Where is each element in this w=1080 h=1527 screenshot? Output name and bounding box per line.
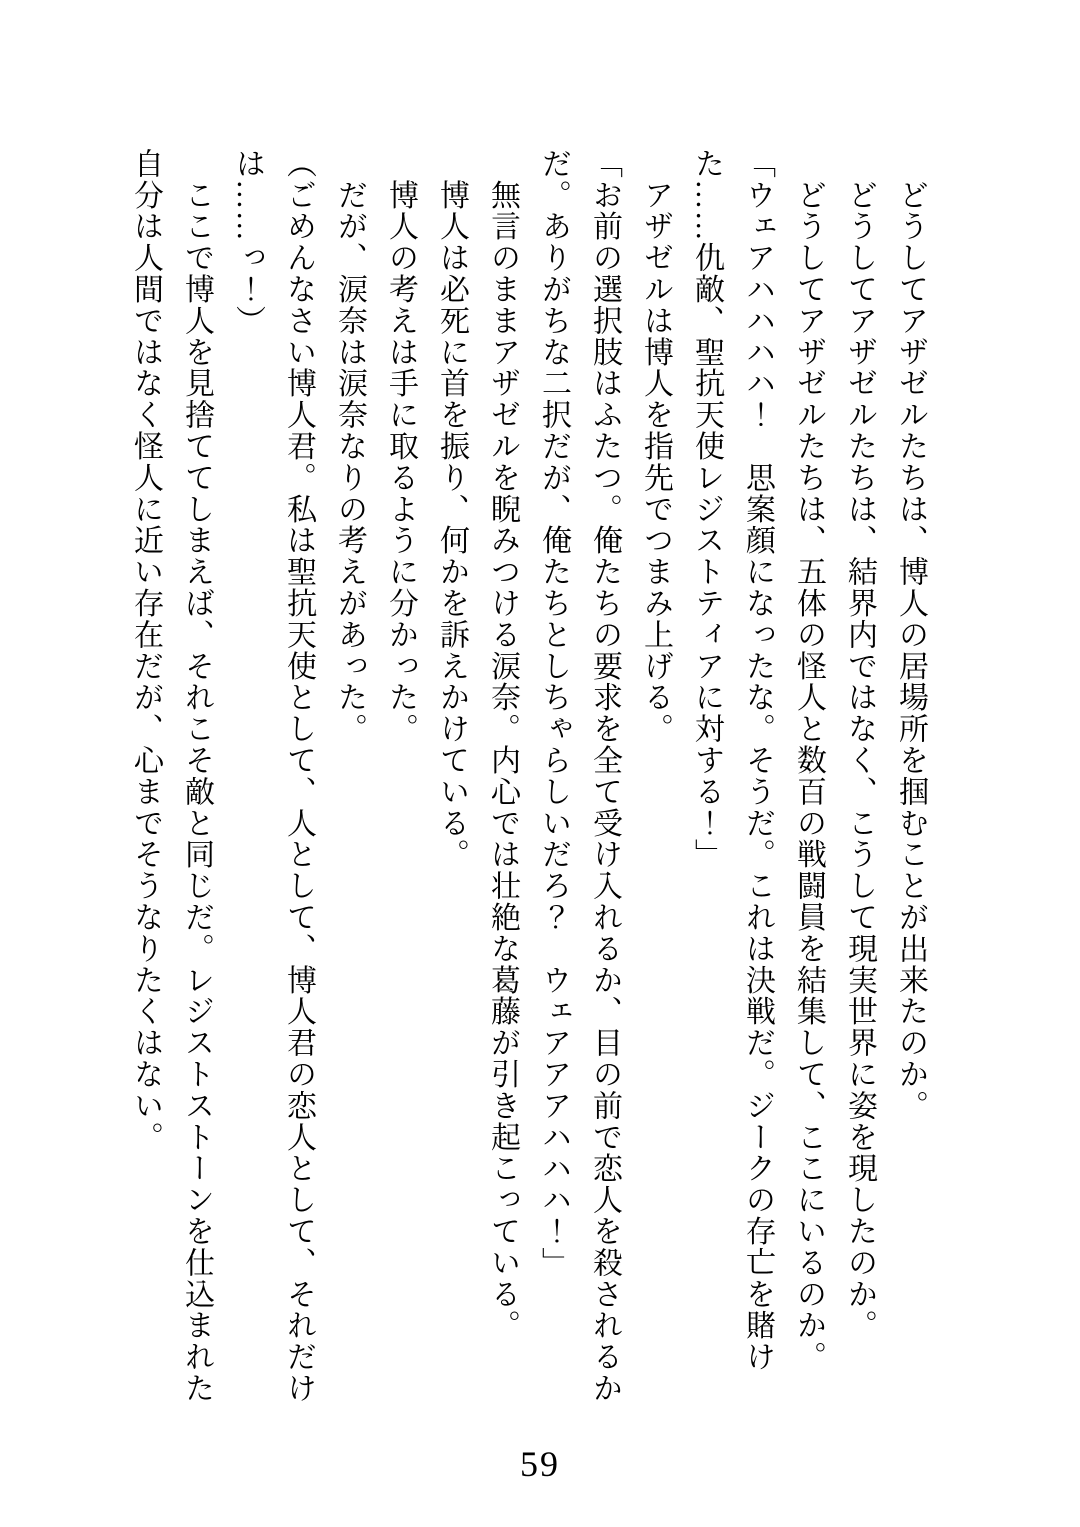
paragraph: （ごめんなさい博人君。私は聖抗天使として、人として、博人君の恋人として、それだけは……っ！） bbox=[231, 148, 315, 1404]
paragraph: 博人は必死に首を振り、何かを訴えかけている。 bbox=[435, 148, 468, 871]
paragraph: どうしてアザゼルたちは、結界内ではなく、こうして現実世界に姿を現したのか。 bbox=[843, 148, 876, 1342]
paragraph: 無言のままアザゼルを睨みつける涙奈。内心では壮絶な葛藤が引き起こっている。 bbox=[486, 148, 519, 1342]
paragraph: 「お前の選択肢はふたつ。俺たちの要求を全て受け入れるか、目の前で恋人を殺されるかだ。ありがちな二択だが、俺たちとしちゃらしいだろ？ ウェアアアハハハ！」 bbox=[537, 148, 621, 1405]
vertical-text-block bbox=[120, 148, 936, 1410]
paragraph: 博人の考えは手に取るように分かった。 bbox=[384, 148, 417, 745]
paragraph: どうしてアザゼルたちは、博人の居場所を掴むことが出来たのか。 bbox=[894, 148, 927, 1122]
paragraph: ここで博人を見捨ててしまえば、それこそ敵と同じだ。レジストストーンを仕込まれた自分は人間ではなく怪人に近い存在だが、心までそうなりたくはない。 bbox=[129, 148, 213, 1404]
paragraph: 「ウェアハハハハ！ 思案顔になったな。そうだ。これは決戦だ。ジークの存亡を賭けた……仇敵、聖抗天使レジストティアに対する！」 bbox=[690, 148, 774, 1373]
paragraph: だが、涙奈は涙奈なりの考えがあった。 bbox=[333, 148, 366, 745]
paragraph: アザゼルは博人を指先でつまみ上げる。 bbox=[639, 148, 672, 745]
paragraph: どうしてアザゼルたちは、五体の怪人と数百の戦闘員を結集して、ここにいるのか。 bbox=[792, 148, 825, 1373]
page-number: 59 bbox=[520, 1444, 560, 1484]
